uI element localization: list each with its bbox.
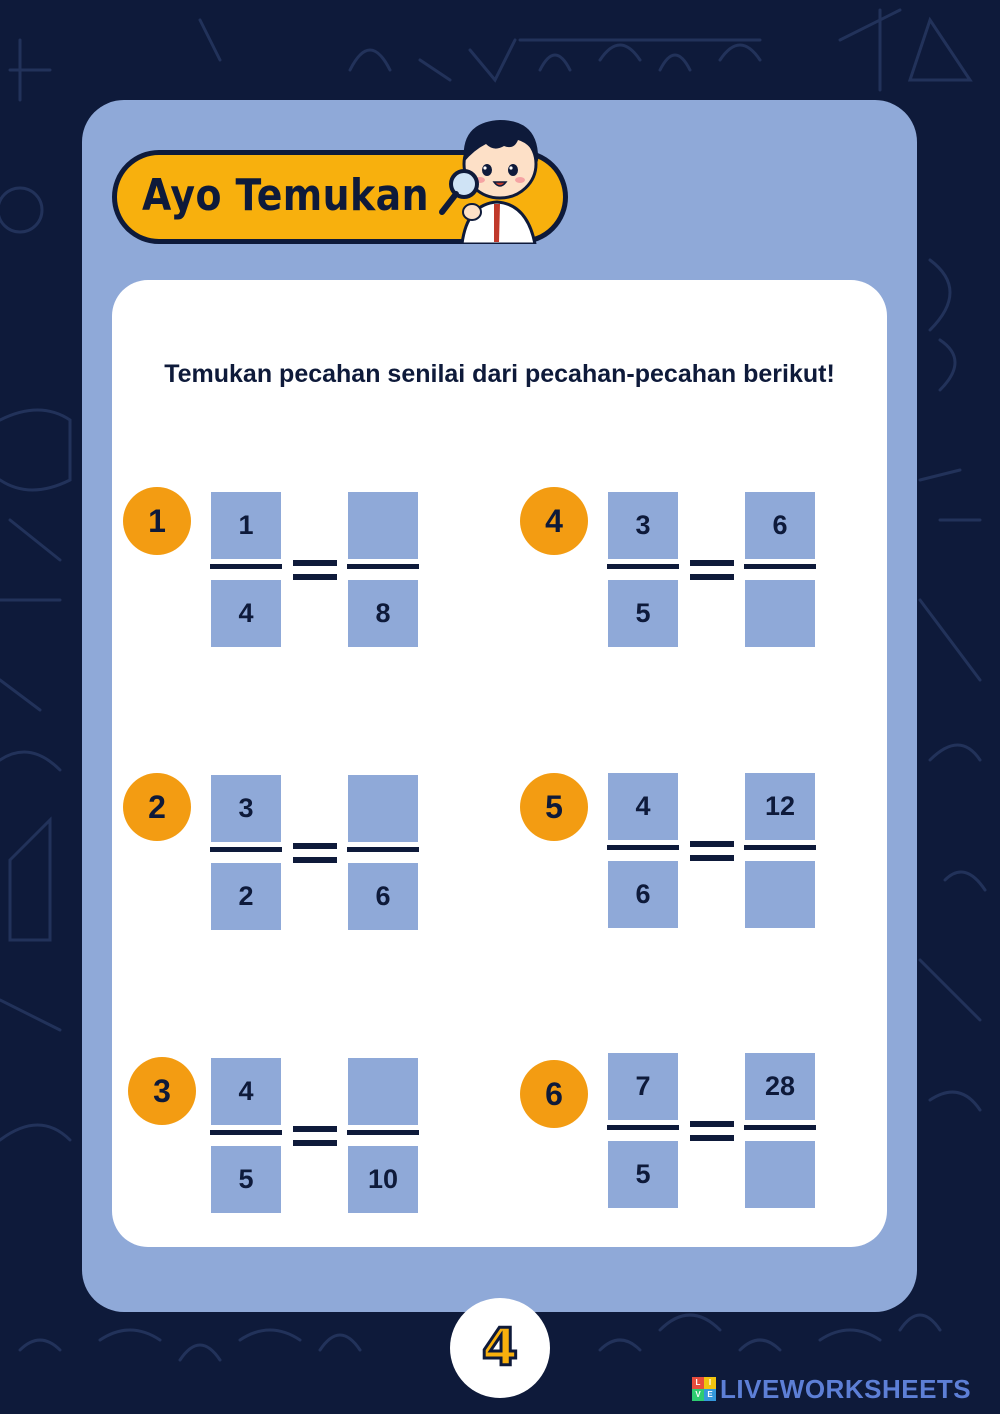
problem-2-right-denominator: 6: [348, 863, 418, 930]
problem-6-left-numerator: 7: [608, 1053, 678, 1120]
problem-3-right-denominator: 10: [348, 1146, 418, 1213]
equals-sign: [293, 1126, 337, 1132]
logo-letter: L: [692, 1377, 704, 1389]
problem-6-number: 6: [520, 1060, 588, 1128]
equals-sign: [690, 1121, 734, 1127]
problem-6-answer-denominator[interactable]: [745, 1141, 815, 1208]
problem-3-answer-numerator[interactable]: [348, 1058, 418, 1125]
equals-sign: [293, 857, 337, 863]
equals-sign: [690, 574, 734, 580]
fraction-bar: [607, 845, 679, 850]
fraction-bar: [210, 847, 282, 852]
problem-3-number: 3: [128, 1057, 196, 1125]
fraction-bar: [347, 1130, 419, 1135]
problem-2-left-denominator: 2: [211, 863, 281, 930]
equals-sign: [293, 574, 337, 580]
problem-2-answer-numerator[interactable]: [348, 775, 418, 842]
problem-3-left-numerator: 4: [211, 1058, 281, 1125]
problem-5-number: 5: [520, 773, 588, 841]
equals-sign: [690, 1135, 734, 1141]
problem-6-left-denominator: 5: [608, 1141, 678, 1208]
problem-1-left-numerator: 1: [211, 492, 281, 559]
problem-4-answer-denominator[interactable]: [745, 580, 815, 647]
problem-1-left-denominator: 4: [211, 580, 281, 647]
equals-sign: [293, 560, 337, 566]
problem-4-left-numerator: 3: [608, 492, 678, 559]
problem-3-left-denominator: 5: [211, 1146, 281, 1213]
problem-5-right-numerator: 12: [745, 773, 815, 840]
fraction-bar: [347, 564, 419, 569]
equals-sign: [293, 1140, 337, 1146]
problem-2-number: 2: [123, 773, 191, 841]
fraction-bar: [744, 1125, 816, 1130]
problem-4-number: 4: [520, 487, 588, 555]
problem-4-left-denominator: 5: [608, 580, 678, 647]
brand-name: LIVEWORKSHEETS: [720, 1373, 972, 1404]
equals-sign: [293, 843, 337, 849]
problem-5-left-numerator: 4: [608, 773, 678, 840]
instruction-text: Temukan pecahan senilai dari pecahan-pecahan berikut!: [164, 360, 835, 388]
problem-1-number: 1: [123, 487, 191, 555]
liveworksheets-brand: [692, 1374, 971, 1404]
liveworksheets-logo-icon: [692, 1377, 716, 1401]
student-with-magnifier-icon: [432, 112, 562, 244]
fraction-bar: [744, 564, 816, 569]
equals-sign: [690, 560, 734, 566]
fraction-bar: [607, 1125, 679, 1130]
logo-letter: E: [704, 1389, 716, 1401]
equals-sign: [690, 841, 734, 847]
fraction-bar: [210, 564, 282, 569]
page-title: Ayo Temukan: [142, 170, 429, 221]
fraction-bar: [347, 847, 419, 852]
problem-4-right-numerator: 6: [745, 492, 815, 559]
page-number: 4: [481, 1318, 519, 1378]
fraction-bar: [210, 1130, 282, 1135]
logo-letter: I: [704, 1377, 716, 1389]
fraction-bar: [607, 564, 679, 569]
problem-1-answer-numerator[interactable]: [348, 492, 418, 559]
problem-1-right-denominator: 8: [348, 580, 418, 647]
logo-letter: V: [692, 1389, 704, 1401]
equals-sign: [690, 855, 734, 861]
fraction-bar: [744, 845, 816, 850]
problem-6-right-numerator: 28: [745, 1053, 815, 1120]
problem-5-left-denominator: 6: [608, 861, 678, 928]
problem-5-answer-denominator[interactable]: [745, 861, 815, 928]
problem-2-left-numerator: 3: [211, 775, 281, 842]
